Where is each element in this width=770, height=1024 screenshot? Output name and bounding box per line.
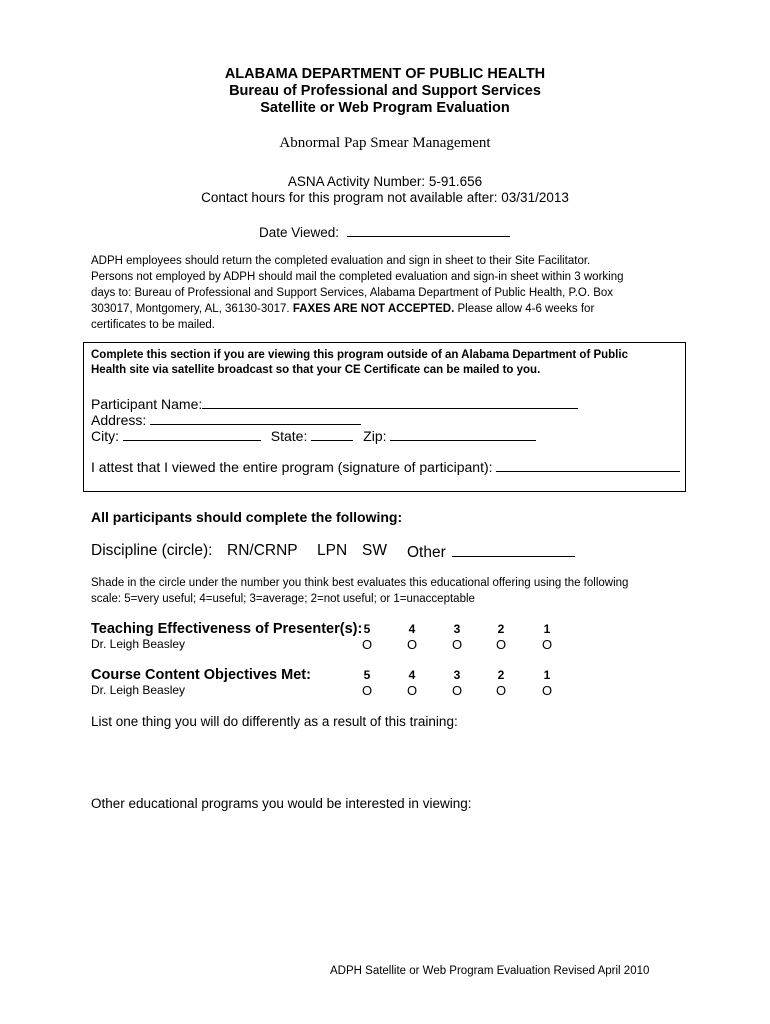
instructions [91,253,624,333]
presenter-name: Dr. Leigh Beasley [91,683,186,697]
address-field[interactable] [150,411,361,425]
state-label: State: [270,428,308,444]
zip-field[interactable] [390,427,536,441]
footer-revision: ADPH Satellite or Web Program Evaluation Revised April 2010 [330,965,650,977]
rating-circle-1[interactable]: O [541,637,553,652]
rating-circle-2[interactable]: O [495,637,507,652]
attest-row [91,458,680,475]
other-field[interactable] [452,542,575,557]
signature-field[interactable] [496,458,680,472]
city-state-zip-row [91,427,536,444]
date-viewed-field[interactable] [347,223,510,237]
scale-number: 5 [363,668,371,682]
bureau-title: Bureau of Professional and Support Services [229,83,541,99]
city-field[interactable] [123,427,261,441]
teaching-effectiveness-heading: Teaching Effectiveness of Presenter(s): [91,621,363,637]
scale-instructions: Shade in the circle under the number you think best evaluates this educational offering using the following scale: 5=very useful; 4=useful; 3=average; 2=not useful; or 1=unacceptable [91,577,629,605]
instructions-line: Persons not employed by ADPH should mail the completed evaluation and sign-in sheet within 3 working [91,271,624,283]
discipline-row [91,542,212,560]
rating-circle-5[interactable]: O [361,637,373,652]
discipline-option-sw[interactable]: SW [362,542,387,559]
offsite-heading: Complete this section if you are viewing this program outside of an Alabama Department of Public Health site via satellite broadcast so that your CE Certificate can be mailed to you. [91,349,628,376]
other-label[interactable]: Other [407,544,446,561]
discipline-option-other [407,542,575,562]
participant-name-field[interactable] [202,395,578,409]
instructions-line: certificates to be mailed. [91,319,216,331]
all-participants-heading: All participants should complete the following: [91,509,403,525]
scale-number: 1 [543,668,551,682]
no-fax-warning: FAXES ARE NOT ACCEPTED. [292,303,455,315]
rating-circle-3[interactable]: O [451,683,463,698]
instructions-line: days to: Bureau of Professional and Support Services, Alabama Department of Public Health, P.O. Box [91,287,614,299]
answer-other-programs[interactable] [91,820,681,940]
instructions-line: ADPH employees should return the completed evaluation and sign in sheet to their Site Facilitator. [91,255,591,267]
scale-number: 5 [363,622,371,636]
instructions-line: 303017, Montgomery, AL, 36130-3017. FAXES ARE NOT ACCEPTED. Please allow 4-6 weeks for [91,303,595,315]
rating-circle-4[interactable]: O [406,683,418,698]
zip-label: Zip: [363,428,387,444]
offsite-participant-box [83,342,686,492]
discipline-label: Discipline (circle): [91,542,213,559]
question-other-programs: Other educational programs you would be interested in viewing: [91,796,472,811]
address-row [91,411,361,428]
presenter-name: Dr. Leigh Beasley [91,637,186,651]
contact-hours: Contact hours for this program not available after: 03/31/2013 [201,190,569,205]
rating-circle-5[interactable]: O [361,683,373,698]
program-title: Abnormal Pap Smear Management [279,135,491,151]
rating-circle-4[interactable]: O [406,637,418,652]
date-viewed-label: Date Viewed: [259,225,340,240]
scale-number: 3 [453,668,461,682]
scale-number: 4 [408,622,416,636]
city-label: City: [91,428,119,444]
discipline-option-rn-crnp[interactable]: RN/CRNP [227,542,298,559]
scale-number: 4 [408,668,416,682]
attest-label: I attest that I viewed the entire program (signature of participant): [91,459,493,475]
participant-name-row [91,395,578,412]
scale-number: 2 [497,622,505,636]
answer-do-differently[interactable] [91,738,681,788]
participant-name-label: Participant Name: [91,396,203,412]
rating-circle-3[interactable]: O [451,637,463,652]
rating-circle-1[interactable]: O [541,683,553,698]
rating-circle-2[interactable]: O [495,683,507,698]
scale-number: 2 [497,668,505,682]
address-label: Address: [91,412,147,428]
date-viewed-row [259,223,510,240]
state-field[interactable] [311,427,353,441]
form-title: Satellite or Web Program Evaluation [260,100,510,116]
course-objectives-heading: Course Content Objectives Met: [91,667,311,683]
question-do-differently: List one thing you will do differently as a result of this training: [91,714,458,729]
scale-number: 1 [543,622,551,636]
activity-number: ASNA Activity Number: 5-91.656 [287,174,483,189]
discipline-option-lpn[interactable]: LPN [317,542,348,559]
agency-title: ALABAMA DEPARTMENT OF PUBLIC HEALTH [224,66,546,82]
scale-number: 3 [453,622,461,636]
